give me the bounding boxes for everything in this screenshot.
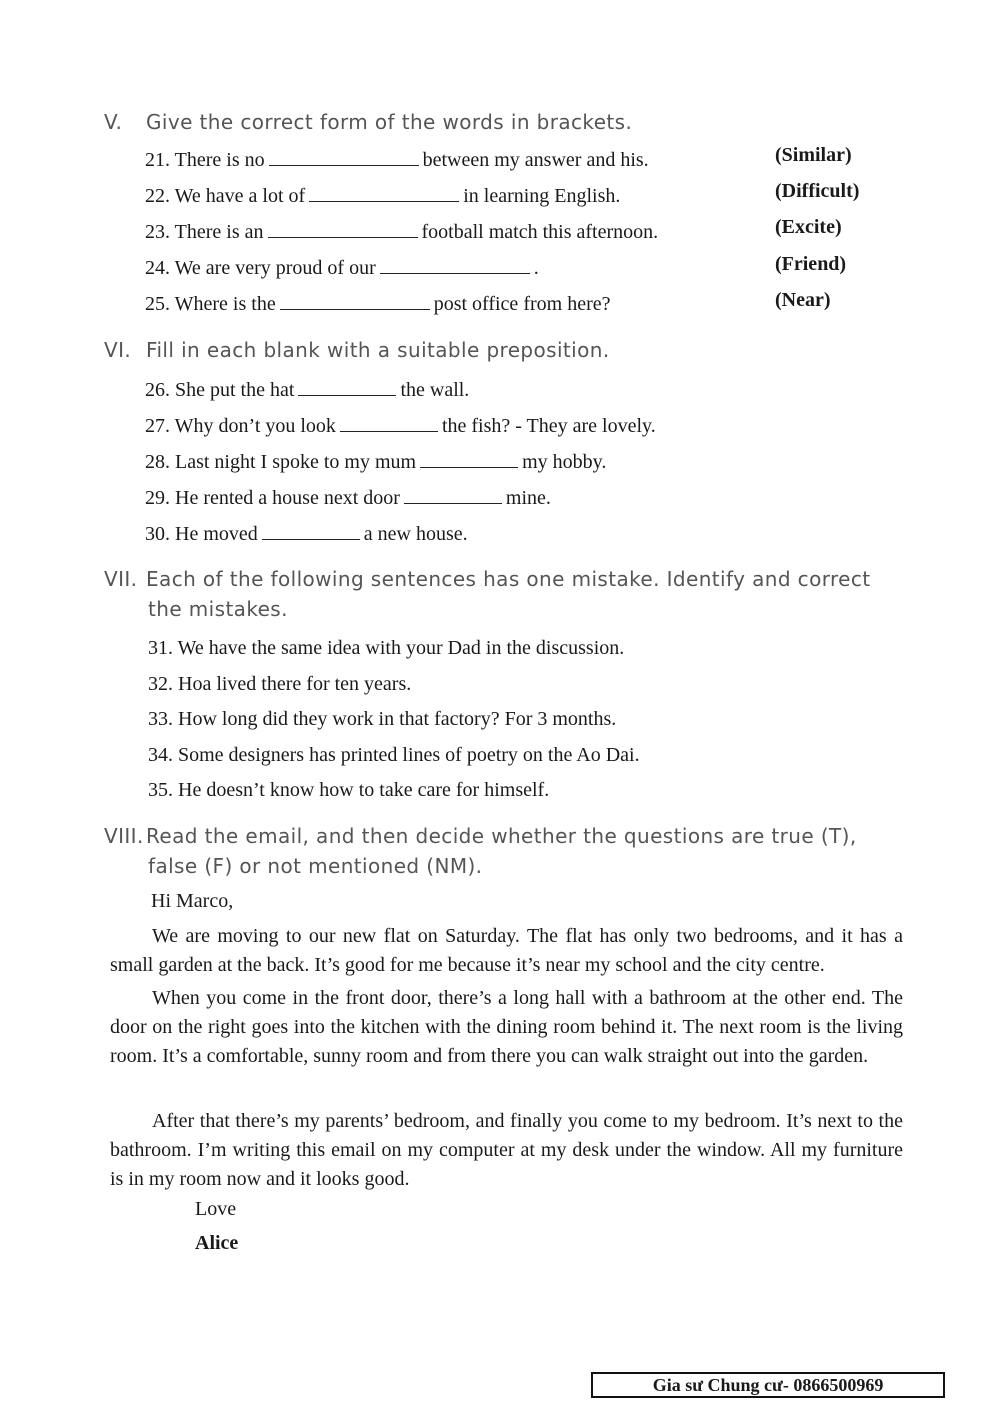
question-26: 26. She put the hat the wall.	[145, 379, 470, 401]
section-7-instruction-line-1: Each of the following sentences has one mistake. Identify and correct	[146, 567, 871, 591]
answer-blank-24[interactable]	[380, 255, 530, 274]
section-6-title	[104, 335, 964, 365]
answer-blank-22[interactable]	[309, 183, 459, 202]
footer-contact-box: Gia sư Chung cư- 0866500969	[591, 1372, 945, 1398]
section-5-title	[104, 107, 964, 137]
section-8-instruction-line-1: Read the email, and then decide whether the questions are true (T),	[146, 824, 857, 848]
question-27: 27. Why don’t you look the fish? - They are lovely.	[145, 415, 656, 437]
question-32: 32. Hoa lived there for ten years.	[148, 673, 412, 695]
email-signature: Alice	[195, 1232, 239, 1254]
section-7-title	[104, 564, 964, 624]
word-hint-22: (Difficult)	[775, 180, 860, 202]
email-paragraph-3: After that there’s my parents’ bedroom, and finally you come to my bedroom. It’s next to the bathroom. I’m writing this email on my computer at my desk under the window. All my furniture is in my room now and it looks good.	[110, 1110, 903, 1190]
email-closing: Love	[195, 1198, 237, 1220]
question-34: 34. Some designers has printed lines of poetry on the Ao Dai.	[148, 744, 640, 766]
answer-blank-29[interactable]	[404, 485, 502, 504]
question-25: 25. Where is the post office from here?	[145, 293, 611, 315]
answer-blank-30[interactable]	[262, 521, 360, 540]
question-23: 23. There is an football match this afternoon.	[145, 221, 659, 243]
section-8-title	[104, 821, 964, 881]
section-7-instruction-line-2: the mistakes.	[148, 597, 288, 621]
question-31: 31. We have the same idea with your Dad in the discussion.	[148, 637, 625, 659]
section-8-number: VIII.	[104, 824, 144, 848]
answer-blank-23[interactable]	[268, 219, 418, 238]
question-21: 21. There is no between my answer and his.	[145, 149, 649, 171]
question-29: 29. He rented a house next door mine.	[145, 487, 551, 509]
section-5-instruction: Give the correct form of the words in brackets.	[146, 110, 633, 134]
word-hint-24: (Friend)	[775, 253, 847, 275]
section-7-number: VII.	[104, 567, 138, 591]
question-33: 33. How long did they work in that factory? For 3 months.	[148, 708, 617, 730]
word-hint-23: (Excite)	[775, 216, 842, 238]
email-paragraph-1: We are moving to our new flat on Saturday. The flat has only two bedrooms, and it has a small garden at the back. It’s good for me because it’s near my school and the city centre.	[110, 925, 903, 976]
answer-blank-25[interactable]	[280, 291, 430, 310]
question-24: 24. We are very proud of our .	[145, 257, 539, 279]
question-30: 30. He moved a new house.	[145, 523, 468, 545]
email-greeting: Hi Marco,	[151, 890, 234, 912]
question-22: 22. We have a lot of in learning English.	[145, 185, 621, 207]
word-hint-25: (Near)	[775, 289, 831, 311]
answer-blank-28[interactable]	[420, 449, 518, 468]
section-8-instruction-line-2: false (F) or not mentioned (NM).	[148, 854, 483, 878]
answer-blank-21[interactable]	[269, 147, 419, 166]
question-35: 35. He doesn’t know how to take care for himself.	[148, 779, 550, 801]
section-5-number: V.	[104, 110, 123, 134]
answer-blank-26[interactable]	[298, 377, 396, 396]
question-28: 28. Last night I spoke to my mum my hobby.	[145, 451, 607, 473]
email-paragraph-2: When you come in the front door, there’s a long hall with a bathroom at the other end. The door on the right goes into the kitchen with the dining room behind it. The next room is the living room. It’s a comfortable, sunny room and from there you can walk straight out into the garden.	[110, 987, 903, 1067]
word-hint-21: (Similar)	[775, 144, 852, 166]
section-6-number: VI.	[104, 338, 132, 362]
section-6-instruction: Fill in each blank with a suitable preposition.	[146, 338, 610, 362]
answer-blank-27[interactable]	[340, 413, 438, 432]
